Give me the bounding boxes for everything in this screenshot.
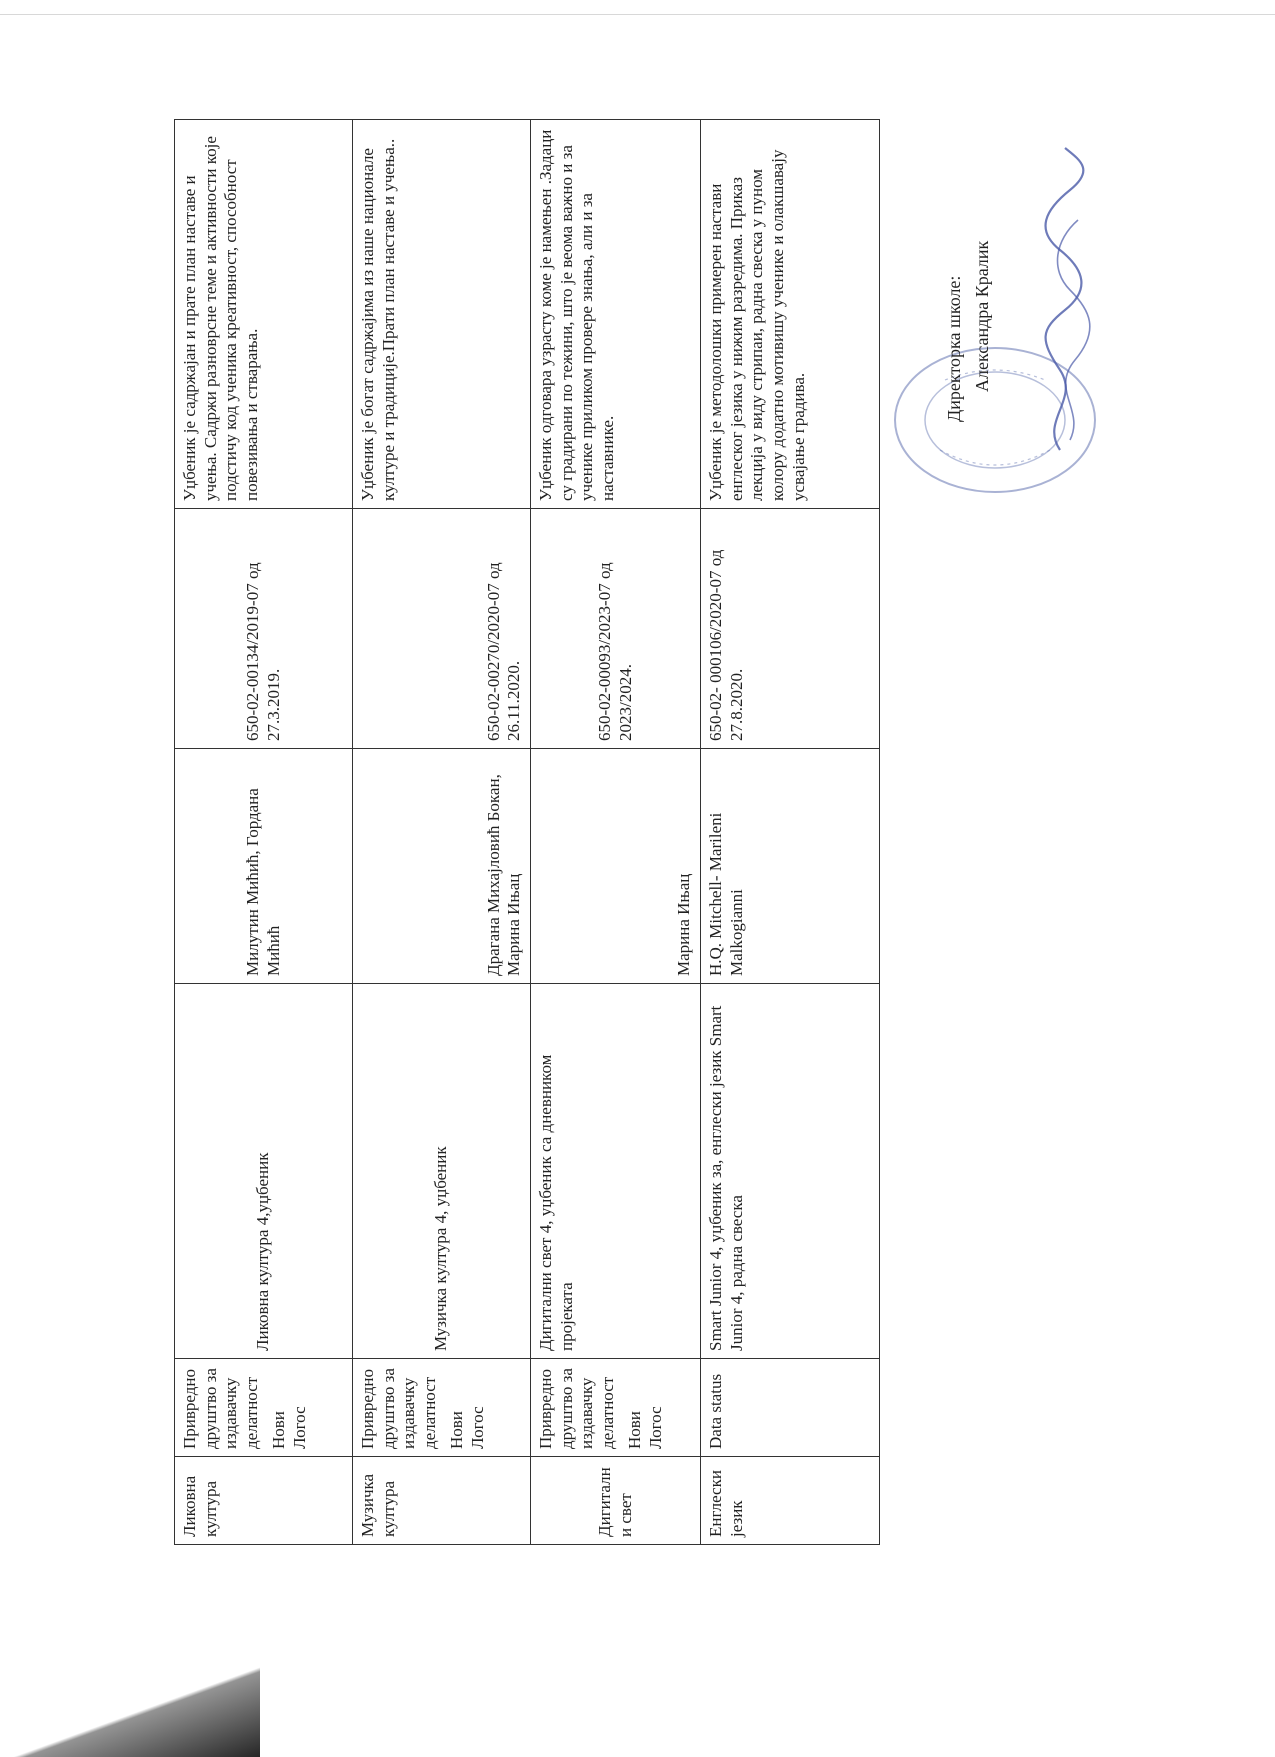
approval-cell: 650-02-00093/2023-07 од 2023/2024. bbox=[531, 509, 701, 749]
title-cell: Ликовна култура 4,уџбеник bbox=[175, 984, 353, 1359]
table-row bbox=[353, 120, 531, 1545]
title-cell: Музичка култура 4, уџбеник bbox=[353, 984, 531, 1359]
subject-cell: Енглески језик bbox=[701, 1457, 880, 1545]
table-row bbox=[531, 120, 701, 1545]
subject-cell: Дигитални свет bbox=[531, 1457, 701, 1545]
note-cell: Уџбеник је методолошки примерен настави енглеског језика у нижим разредима. Приказ лекција у виду стрипаи, радна свеска у пуном колору додатно мотивишу ученике и олакшавају усвајање градива. bbox=[701, 120, 880, 509]
approval-cell: 650-02-00270/2020-07 од 26.11.2020. bbox=[353, 509, 531, 749]
authors-cell: H.Q. Mitchell- Marileni Malkogianni bbox=[701, 749, 880, 984]
publisher-cell: Привредно друштво за издавачку делатност Нови Логос bbox=[531, 1359, 701, 1457]
signature-label: Директорка школе: bbox=[944, 275, 964, 422]
textbook-table bbox=[174, 119, 880, 1545]
scan-corner-shadow bbox=[0, 1627, 260, 1757]
subject-cell: Музичка култура bbox=[353, 1457, 531, 1545]
authors-cell: Марина Ињац bbox=[531, 749, 701, 984]
publisher-cell: Привредно друштво за издавачку делатност Нови Логос bbox=[353, 1359, 531, 1457]
approval-cell: 650-02-00134/2019-07 од 27.3.2019. bbox=[175, 509, 353, 749]
handwritten-signature bbox=[1030, 140, 1100, 460]
rotated-page bbox=[174, 120, 879, 1545]
signature-name: Александра Кралик bbox=[972, 240, 992, 392]
authors-cell: Милутин Мићић, Гордана Мићић bbox=[175, 749, 353, 984]
publisher-cell: Привредно друштво за издавачку делатност Нови Логос bbox=[175, 1359, 353, 1457]
publisher-cell: Data status bbox=[701, 1359, 880, 1457]
title-cell: Smart Junior 4, уџбеник за, енглески језик Smart Junior 4, радна свеска bbox=[701, 984, 880, 1359]
table-row bbox=[701, 120, 880, 1545]
subject-cell: Ликовна култура bbox=[175, 1457, 353, 1545]
scan-top-edge bbox=[0, 14, 1275, 15]
note-cell: Уџбеник је богат садржајима из наше национале културе и традиције.Прати план наставе и учења.. bbox=[353, 120, 531, 509]
authors-cell: Драгана Михајловић Бокан, Марина Ињац bbox=[353, 749, 531, 984]
approval-cell: 650-02- 000106/2020-07 од 27.8.2020. bbox=[701, 509, 880, 749]
title-cell: Дигитални свет 4, уџбеник са дневником пројеката bbox=[531, 984, 701, 1359]
note-cell: Уџбеник је садржајан и прате план наставе и учења. Садржи разноврсне теме и активности које подстичу код ученика креативност, способност повезивања и стварања. bbox=[175, 120, 353, 509]
table-row bbox=[175, 120, 353, 1545]
note-cell: Уџбеник одговара узрасту коме је намењен .Задаци су градирани по тежини, што је веома важно и за ученике приликом провере знања, али и за наставнике. bbox=[531, 120, 701, 509]
